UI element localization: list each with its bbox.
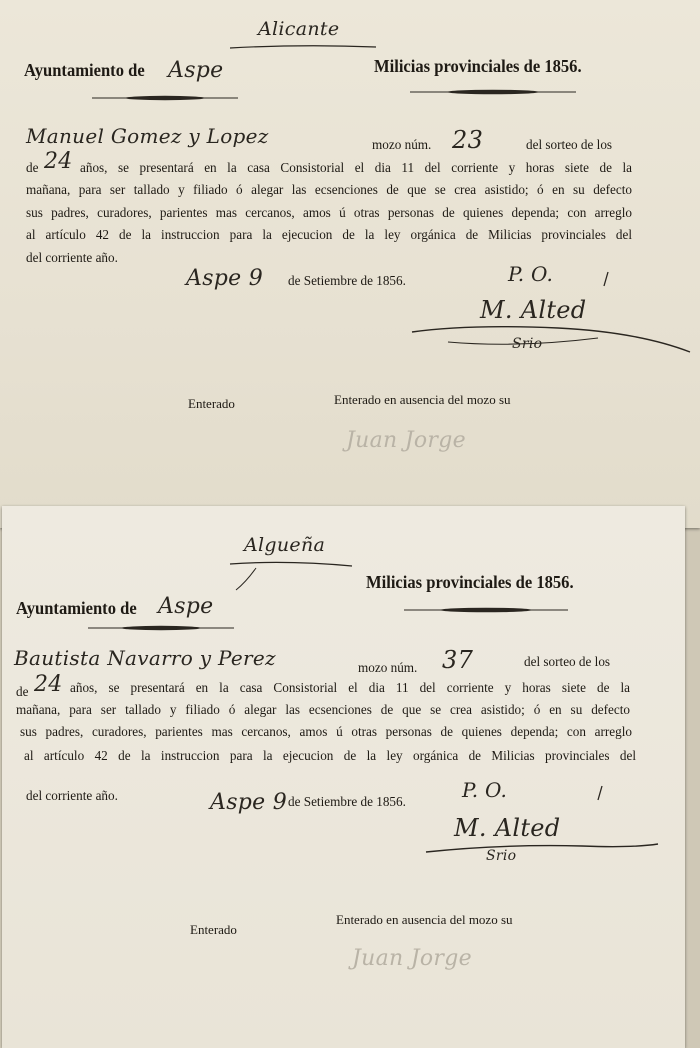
guardian-signature-handwritten: Juan Jorge bbox=[352, 946, 472, 971]
line-2-prefix: de bbox=[16, 684, 29, 699]
ornament-rule-right bbox=[408, 86, 578, 98]
signature-title-handwritten: Srio bbox=[486, 848, 517, 864]
town-handwritten: Aspe bbox=[158, 594, 214, 619]
mozo-label: mozo núm. bbox=[358, 660, 418, 675]
body-line-3: mañana, para ser tallado y filiado ó alegar las ecsenciones de que se crea asistido; ó en su defecto bbox=[16, 702, 630, 717]
body-line-3: mañana, para ser tallado y filiado ó alegar las ecsenciones de que se crea asistido; ó en su defecto bbox=[26, 182, 632, 197]
form-title: Milicias provinciales de 1856. bbox=[366, 572, 574, 592]
ornament-rule-right bbox=[402, 604, 570, 616]
town-handwritten: Aspe bbox=[168, 58, 224, 83]
enterado-label: Enterado bbox=[190, 922, 237, 937]
conscript-name-handwritten: Bautista Navarro y Perez bbox=[14, 646, 276, 670]
pen-mark bbox=[600, 270, 612, 290]
secretary-signature-handwritten: M. Alted bbox=[480, 296, 587, 324]
underline-rule bbox=[226, 556, 356, 596]
form-title: Milicias provinciales de 1856. bbox=[374, 56, 582, 76]
body-line-6: del corriente año. bbox=[26, 788, 118, 803]
mozo-number-handwritten: 37 bbox=[442, 646, 474, 674]
po-handwritten: P. O. bbox=[462, 778, 508, 802]
body-line-4: sus padres, curadores, parientes mas cercanos, amos ú otras personas de quienes dependa; con arreglo bbox=[20, 724, 632, 739]
date-text: de Setiembre de 1856. bbox=[288, 273, 406, 288]
sorteo-text: del sorteo de los bbox=[526, 137, 613, 152]
ornament-rule-left bbox=[90, 92, 240, 104]
signature-flourish bbox=[408, 318, 693, 358]
conscript-name-handwritten: Manuel Gomez y Lopez bbox=[26, 124, 269, 148]
ayuntamiento-label: Ayuntamiento de bbox=[16, 598, 137, 618]
body-line-5: al artículo 42 de la instruccion para la ejecucion de la ley orgánica de Milicias provinciales del bbox=[26, 227, 632, 242]
signature-title-handwritten: Srio bbox=[512, 336, 543, 352]
citation-form-2 bbox=[2, 506, 685, 1048]
date-text: de Setiembre de 1856. bbox=[288, 794, 406, 809]
mozo-label: mozo núm. bbox=[372, 137, 432, 152]
place-date-handwritten: Aspe 9 bbox=[186, 266, 264, 291]
enterado-ausencia-label: Enterado en ausencia del mozo su bbox=[336, 912, 513, 927]
sorteo-text: del sorteo de los bbox=[524, 654, 611, 669]
mozo-number-handwritten: 23 bbox=[452, 126, 484, 154]
municipality-handwritten: Algueña bbox=[244, 534, 326, 556]
ornament-rule-left bbox=[86, 622, 236, 634]
underline-rule bbox=[228, 42, 378, 52]
body-line-6: del corriente año. bbox=[26, 250, 118, 265]
po-handwritten: P. O. bbox=[508, 262, 554, 286]
place-date-handwritten: Aspe 9 bbox=[210, 790, 288, 815]
signature-flourish bbox=[422, 836, 662, 866]
pen-mark bbox=[594, 784, 606, 804]
body-line-5: al artículo 42 de la instruccion para la ejecucion de la ley orgánica de Milicias provinciales del bbox=[24, 748, 636, 763]
ayuntamiento-label: Ayuntamiento de bbox=[24, 60, 145, 80]
body-line-2: años, se presentará en la casa Consistorial el dia 11 del corriente y horas siete de la bbox=[80, 160, 632, 175]
secretary-signature-handwritten: M. Alted bbox=[454, 814, 561, 842]
age-handwritten: 24 bbox=[34, 672, 63, 697]
guardian-signature-handwritten: Juan Jorge bbox=[346, 428, 466, 453]
enterado-label: Enterado bbox=[188, 396, 235, 411]
municipality-handwritten: Alicante bbox=[258, 18, 340, 40]
line-2-prefix: de bbox=[26, 160, 39, 175]
age-handwritten: 24 bbox=[44, 149, 73, 174]
body-line-2: años, se presentará en la casa Consistorial el dia 11 del corriente y horas siete de la bbox=[70, 680, 630, 695]
enterado-ausencia-label: Enterado en ausencia del mozo su bbox=[334, 392, 511, 407]
body-line-4: sus padres, curadores, parientes mas cercanos, amos ú otras personas de quienes dependa; con arreglo bbox=[26, 205, 632, 220]
